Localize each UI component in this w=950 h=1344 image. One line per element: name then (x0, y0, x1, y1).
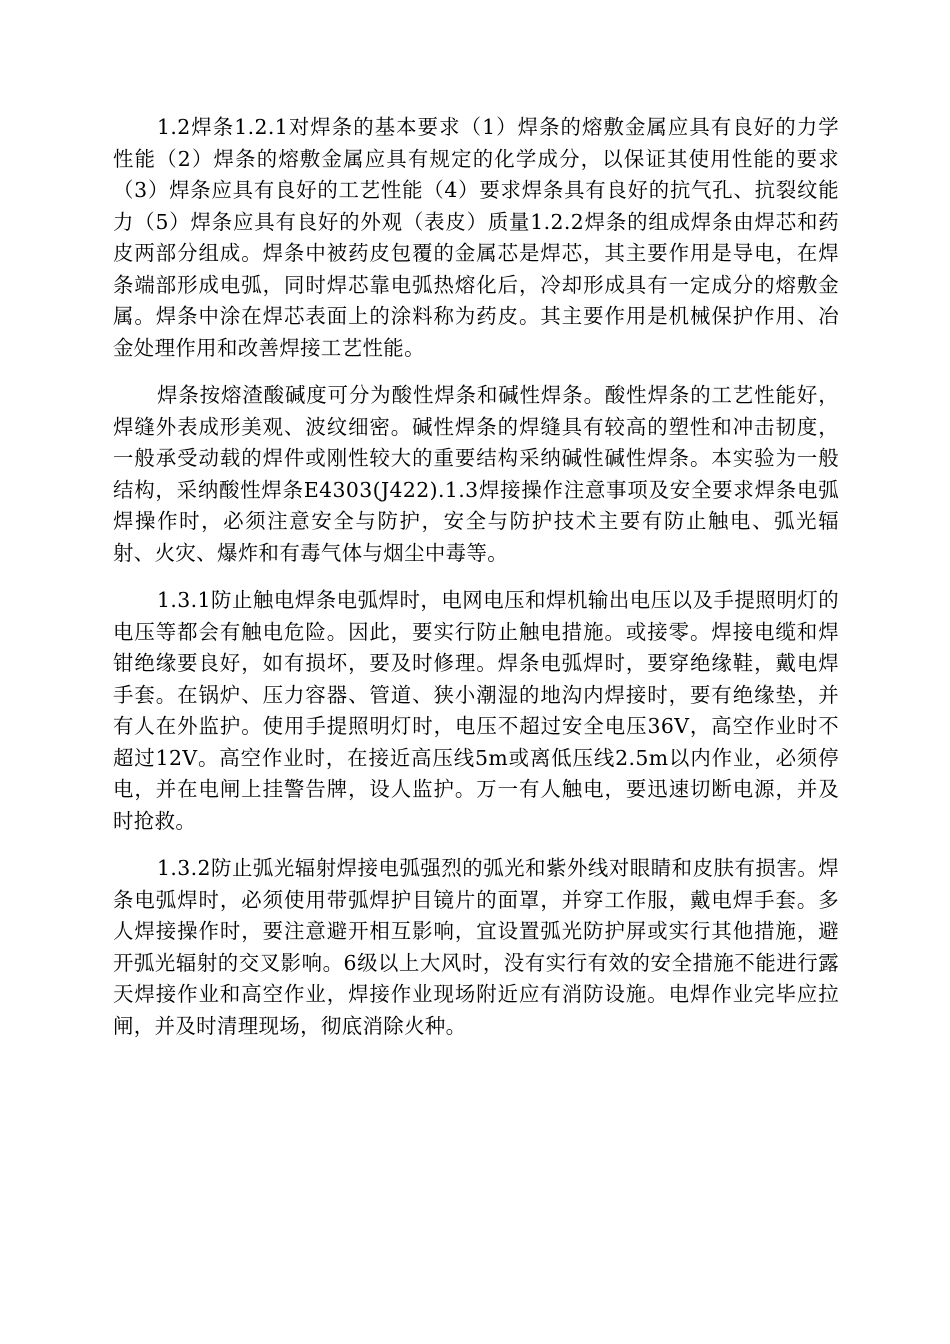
document-body (113, 112, 839, 1058)
paragraph-prevent-arc-radiation: 1.3.2防止弧光辐射焊接电弧强烈的弧光和紫外线对眼睛和皮肤有损害。焊条电弧焊时，必须使用带弧焊护目镜片的面罩，并穿工作服，戴电焊手套。多人焊接操作时，要注意避开相互影响，宜设置弧光防护屏或实行其他措施，避开弧光辐射的交叉影响。6级以上大风时，没有实行有效的安全措施不能进行露天焊接作业和高空作业，焊接作业现场附近应有消防设施。电焊作业完毕应拉闸，并及时清理现场，彻底消除火种。 (113, 856, 839, 1038)
paragraph-prevent-electric-shock: 1.3.1防止触电焊条电弧焊时，电网电压和焊机输出电压以及手提照明灯的电压等都会有触电危险。因此，要实行防止触电措施。或接零。焊接电缆和焊钳绝缘要良好，如有损坏，要及时修理。焊条电弧焊时，要穿绝缘鞋，戴电焊手套。在锅炉、压力容器、管道、狭小潮湿的地沟内焊接时，要有绝缘垫，并有人在外监护。使用手提照明灯时，电压不超过安全电压36V，高空作业时不超过12V。高空作业时，在接近高压线5m或离低压线2.5m以内作业，必须停电，并在电闸上挂警告牌，设人监护。万一有人触电，要迅速切断电源，并及时抢救。 (113, 588, 839, 833)
paragraph-welding-rod-basics: 1.2焊条1.2.1对焊条的基本要求（1）焊条的熔敷金属应具有良好的力学性能（2）焊条的熔敷金属应具有规定的化学成分，以保证其使用性能的要求（3）焊条应具有良好的工艺性能（4）要求焊条具有良好的抗气孔、抗裂纹能力（5）焊条应具有良好的外观（表皮）质量1.2.2焊条的组成焊条由焊芯和药皮两部分组成。焊条中被药皮包覆的金属芯是焊芯，其主要作用是导电，在焊条端部形成电弧，同时焊芯靠电弧热熔化后，冷却形成具有一定成分的熔敷金属。焊条中涂在焊芯表面上的涂料称为药皮。其主要作用是机械保护作用、冶金处理作用和改善焊接工艺性能。 (113, 115, 839, 360)
paragraph-acid-basic-rods: 焊条按熔渣酸碱度可分为酸性焊条和碱性焊条。酸性焊条的工艺性能好，焊缝外表成形美观、波纹细密。碱性焊条的焊缝具有较高的塑性和冲击韧度，一般承受动载的焊件或刚性较大的重要结构采纳碱性碱性焊条。本实验为一般结构，采纳酸性焊条E4303(J422).1.3焊接操作注意事项及安全要求焊条电弧焊操作时，必须注意安全与防护，安全与防护技术主要有防止触电、弧光辐射、火灾、爆炸和有毒气体与烟尘中毒等。 (113, 383, 839, 565)
